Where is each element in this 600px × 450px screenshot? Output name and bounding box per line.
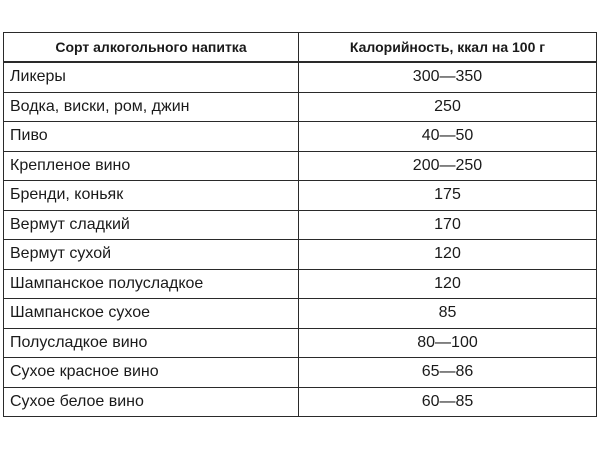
table-row <box>4 269 597 299</box>
calorie-value: 120 <box>299 269 597 299</box>
calorie-value: 200—250 <box>299 151 597 181</box>
drink-name: Полусладкое вино <box>4 328 299 358</box>
calorie-value: 80—100 <box>299 328 597 358</box>
table-row <box>4 210 597 240</box>
calorie-value: 300—350 <box>299 62 597 92</box>
table-row <box>4 92 597 122</box>
table-row <box>4 387 597 417</box>
table-row <box>4 358 597 388</box>
calorie-value: 65—86 <box>299 358 597 388</box>
table-row <box>4 62 597 92</box>
calorie-value: 175 <box>299 181 597 211</box>
table-row <box>4 122 597 152</box>
table-row <box>4 151 597 181</box>
header-drink-type: Сорт алкогольного напитка <box>4 33 299 63</box>
drink-name: Бренди, коньяк <box>4 181 299 211</box>
calorie-value: 40—50 <box>299 122 597 152</box>
header-calories: Калорийность, ккал на 100 г <box>299 33 597 63</box>
table-row <box>4 328 597 358</box>
drink-name: Ликеры <box>4 62 299 92</box>
drink-name: Пиво <box>4 122 299 152</box>
table-header-row <box>4 33 597 63</box>
drink-name: Сухое белое вино <box>4 387 299 417</box>
table-row <box>4 240 597 270</box>
drink-name: Крепленое вино <box>4 151 299 181</box>
drink-name: Вермут сухой <box>4 240 299 270</box>
calorie-value: 85 <box>299 299 597 329</box>
drink-name: Шампанское сухое <box>4 299 299 329</box>
calorie-value: 170 <box>299 210 597 240</box>
table-row <box>4 181 597 211</box>
table-row <box>4 299 597 329</box>
calorie-value: 60—85 <box>299 387 597 417</box>
drink-name: Шампанское полусладкое <box>4 269 299 299</box>
calorie-value: 250 <box>299 92 597 122</box>
calorie-value: 120 <box>299 240 597 270</box>
calorie-table <box>3 32 597 417</box>
drink-name: Водка, виски, ром, джин <box>4 92 299 122</box>
drink-name: Сухое красное вино <box>4 358 299 388</box>
drink-name: Вермут сладкий <box>4 210 299 240</box>
